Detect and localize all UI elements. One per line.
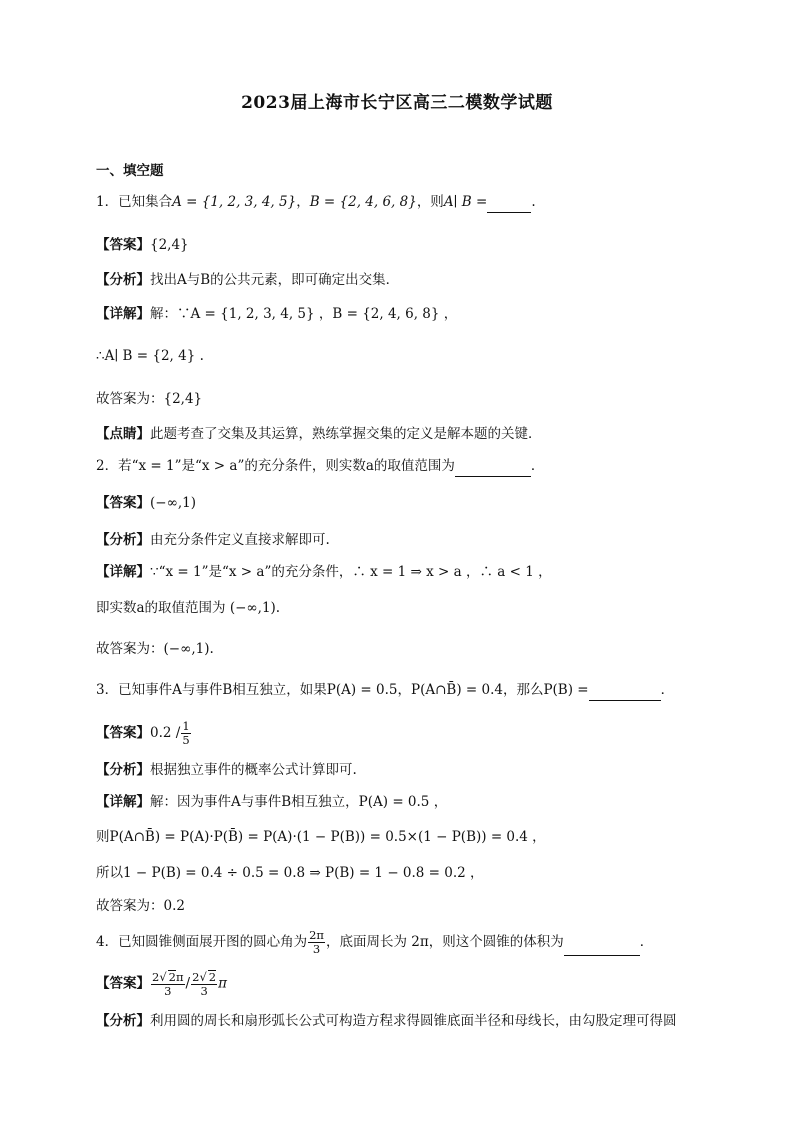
q1-point [96, 423, 716, 445]
q3-detail-text: 解：因为事件A与事件B相互独立，P(A) = 0.5 ， [150, 794, 448, 810]
q4-text-b: ，底面周长为 2π，则这个圆锥的体积为 [325, 934, 564, 950]
fraction-numerator: 2π [309, 928, 324, 942]
answer-tag: 【答案】 [96, 237, 150, 253]
q2-final: 故答案为：(−∞,1). [96, 641, 214, 657]
q3-answer-blank [589, 686, 661, 701]
question-2 [96, 455, 716, 477]
answer-tag: 【答案】 [96, 975, 150, 992]
q2-end: ． [530, 458, 545, 474]
answer-tag: 【答案】 [96, 495, 150, 511]
analysis-tag: 【分析】 [96, 762, 150, 778]
radicand: 2 [208, 970, 217, 984]
analysis-tag: 【分析】 [96, 532, 150, 548]
q1-set-a: A = {1, 2, 3, 4, 5} [172, 194, 297, 210]
detail-tag: 【详解】 [96, 564, 150, 580]
coefficient: 2 [192, 970, 200, 984]
q2-analysis [96, 529, 716, 551]
q1-answer [96, 234, 716, 256]
q1-text-b: ，则 [416, 194, 444, 210]
q1-detail-text: 解：∵A = {1, 2, 3, 4, 5} ，B = {2, 4, 6, 8} ， [150, 306, 458, 322]
q1-final: 故答案为：{2,4} [96, 391, 203, 407]
q3-answer [96, 720, 716, 747]
fraction-denominator: 3 [200, 984, 208, 998]
pi-symbol: π [218, 975, 227, 992]
q4-answer-blank [564, 941, 640, 956]
q1-text: 1．已知集合 [96, 194, 173, 210]
q3-detail-3: 所以1 − P(B) = 0.4 ÷ 0.5 = 0.8 ⇒ P(B) = 1 − 0.8 = 0.2 ， [96, 865, 484, 881]
q1-detail [96, 303, 716, 325]
q4-text: 4．已知圆锥侧面展开图的圆心角为 [96, 934, 308, 950]
q1-end: . [531, 194, 536, 210]
question-4 [96, 929, 716, 956]
q2-detail-2: 即实数a的取值范围为 (−∞,1). [96, 600, 281, 616]
radicand: 2 [168, 970, 176, 984]
fraction-denominator: 3 [312, 942, 321, 956]
q3-text: 3．已知事件A与事件B相互独立，如果P(A) = 0.5，P(A∩B̄) = 0.4，那么P(B) = [96, 682, 589, 698]
analysis-tag: 【分析】 [96, 1013, 150, 1029]
question-3 [96, 679, 716, 701]
q3-final: 故答案为：0.2 [96, 898, 185, 914]
document-title: 2023届上海市长宁区高三二模数学试题 [241, 93, 553, 113]
q1-intersection: A∣ B = [443, 194, 488, 210]
q3-detail [96, 791, 716, 813]
fraction-denominator: 5 [182, 733, 190, 747]
q4-answer-fraction-2 [191, 970, 217, 998]
pi-symbol: π [175, 970, 184, 984]
q1-answer-value: {2,4} [150, 237, 189, 253]
q3-end: ． [660, 682, 675, 698]
q1-detail-2: ∴A∣ B = {2, 4} . [96, 348, 204, 364]
analysis-tag: 【分析】 [96, 272, 150, 288]
q2-detail-text: ∵“x = 1”是“x > a”的充分条件，∴ x = 1 ⇒ x > a ，∴ a < 1 ， [150, 564, 552, 580]
q3-answer-decimal: 0.2 / [150, 725, 181, 741]
q4-analysis [96, 1010, 716, 1032]
q3-analysis-text: 根据独立事件的概率公式计算即可. [150, 762, 357, 778]
q4-analysis-text: 利用圆的周长和扇形弧长公式可构造方程求得圆锥底面半径和母线长，由勾股定理可得圆 [150, 1013, 677, 1029]
point-tag: 【点睛】 [96, 426, 150, 442]
section-heading: 一、填空题 [96, 163, 164, 179]
q4-answer-fraction-1 [151, 970, 185, 998]
q1-set-b: B = {2, 4, 6, 8} [309, 194, 417, 210]
sqrt-sign: √ [199, 970, 207, 984]
q2-answer-value: (−∞,1) [150, 495, 196, 511]
fraction-denominator: 3 [164, 984, 172, 998]
q2-detail [96, 561, 716, 583]
detail-tag: 【详解】 [96, 306, 150, 322]
q4-angle-fraction [308, 929, 325, 956]
fraction-numerator [151, 970, 185, 985]
q2-text: 2．若“x = 1”是“x > a”的充分条件，则实数a的取值范围为 [96, 458, 455, 474]
answer-separator: / [185, 975, 191, 992]
q2-analysis-text: 由充分条件定义直接求解即可. [150, 532, 330, 548]
q3-answer-fraction [181, 720, 190, 747]
q1-sep: ， [296, 194, 310, 210]
q1-point-text: 此题考查了交集及其运算，熟练掌握交集的定义是解本题的关键． [150, 426, 542, 442]
sqrt-sign: √ [159, 970, 167, 984]
q4-end: ． [639, 934, 654, 950]
answer-tag: 【答案】 [96, 725, 150, 741]
q3-detail-2: 则P(A∩B̄) = P(A)·P(B̄) = P(A)·(1 − P(B)) = 0.5×(1 − P(B)) = 0.4 ， [96, 829, 546, 845]
fraction-numerator [191, 970, 217, 985]
q1-analysis-text: 找出A与B的公共元素，即可确定出交集． [150, 272, 400, 288]
q4-answer [96, 970, 716, 998]
coefficient: 2 [152, 970, 160, 984]
fraction-numerator: 1 [182, 719, 190, 733]
q1-analysis [96, 269, 716, 291]
q2-answer-blank [455, 462, 531, 477]
q2-answer [96, 492, 716, 514]
question-1 [96, 191, 716, 213]
q1-answer-blank [487, 198, 531, 213]
q3-analysis [96, 759, 716, 781]
detail-tag: 【详解】 [96, 794, 150, 810]
